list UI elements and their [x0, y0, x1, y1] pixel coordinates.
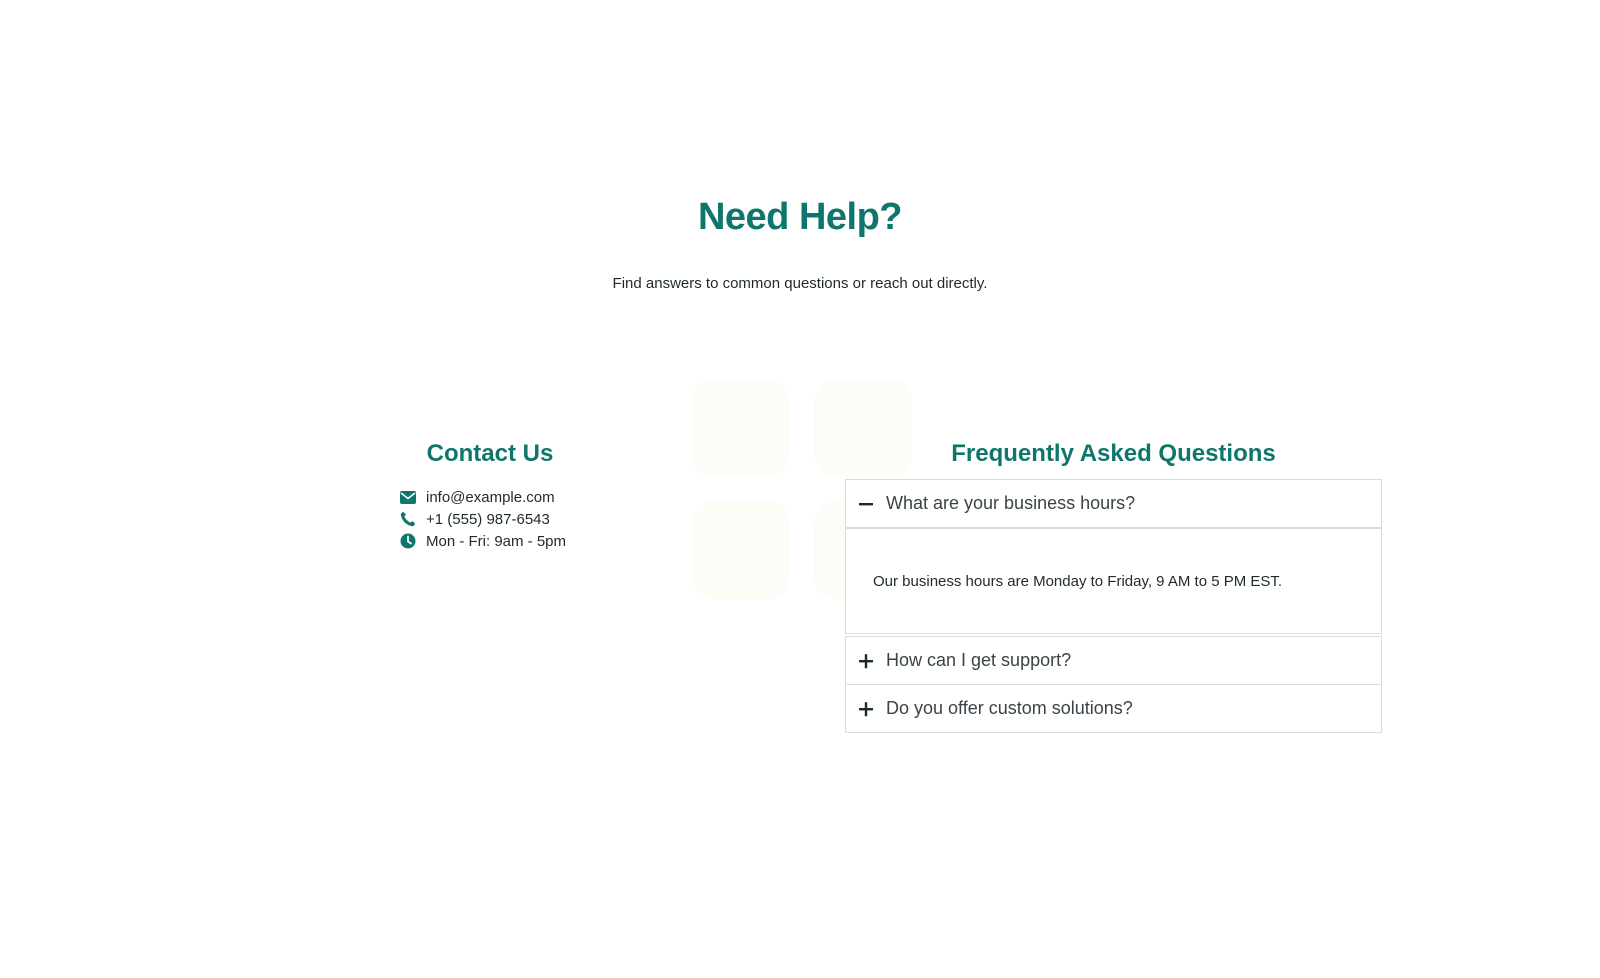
contact-title: Contact Us: [426, 440, 554, 467]
page-title: Need Help?: [697, 196, 903, 238]
clock-icon: [400, 533, 416, 549]
faq-question: Do you offer custom solutions?: [886, 698, 1133, 718]
contact-phone[interactable]: [400, 508, 580, 530]
faq-answer: Our business hours are Monday to Friday, 9 AM to 5 PM EST.: [846, 527, 1381, 633]
faq-question: How can I get support?: [886, 650, 1072, 670]
contact-section: [400, 440, 580, 552]
phone-icon: [400, 511, 416, 527]
plus-icon: [858, 653, 874, 669]
faq-question-toggle[interactable]: [846, 685, 1381, 732]
faq-item: [845, 636, 1382, 685]
minus-icon: [858, 496, 874, 512]
faq-title: Frequently Asked Questions: [951, 440, 1276, 467]
faq-item: [845, 479, 1382, 634]
page-subtitle: Find answers to common questions or reach out directly.: [612, 275, 988, 292]
plus-icon: [858, 701, 874, 717]
contact-hours: [400, 530, 580, 552]
faq-question-toggle[interactable]: [846, 637, 1381, 684]
faq-question-toggle[interactable]: [846, 480, 1381, 527]
contact-email[interactable]: [400, 486, 580, 508]
envelope-icon: [400, 489, 416, 505]
decorative-square: [692, 379, 790, 477]
faq-question: What are your business hours?: [886, 493, 1136, 513]
contact-email-text: info@example.com: [426, 488, 555, 506]
faq-item: [845, 684, 1382, 733]
faq-section: [845, 440, 1382, 733]
decorative-square: [692, 501, 790, 599]
contact-hours-text: Mon - Fri: 9am - 5pm: [426, 532, 567, 550]
contact-phone-text: +1 (555) 987-6543: [426, 510, 550, 528]
